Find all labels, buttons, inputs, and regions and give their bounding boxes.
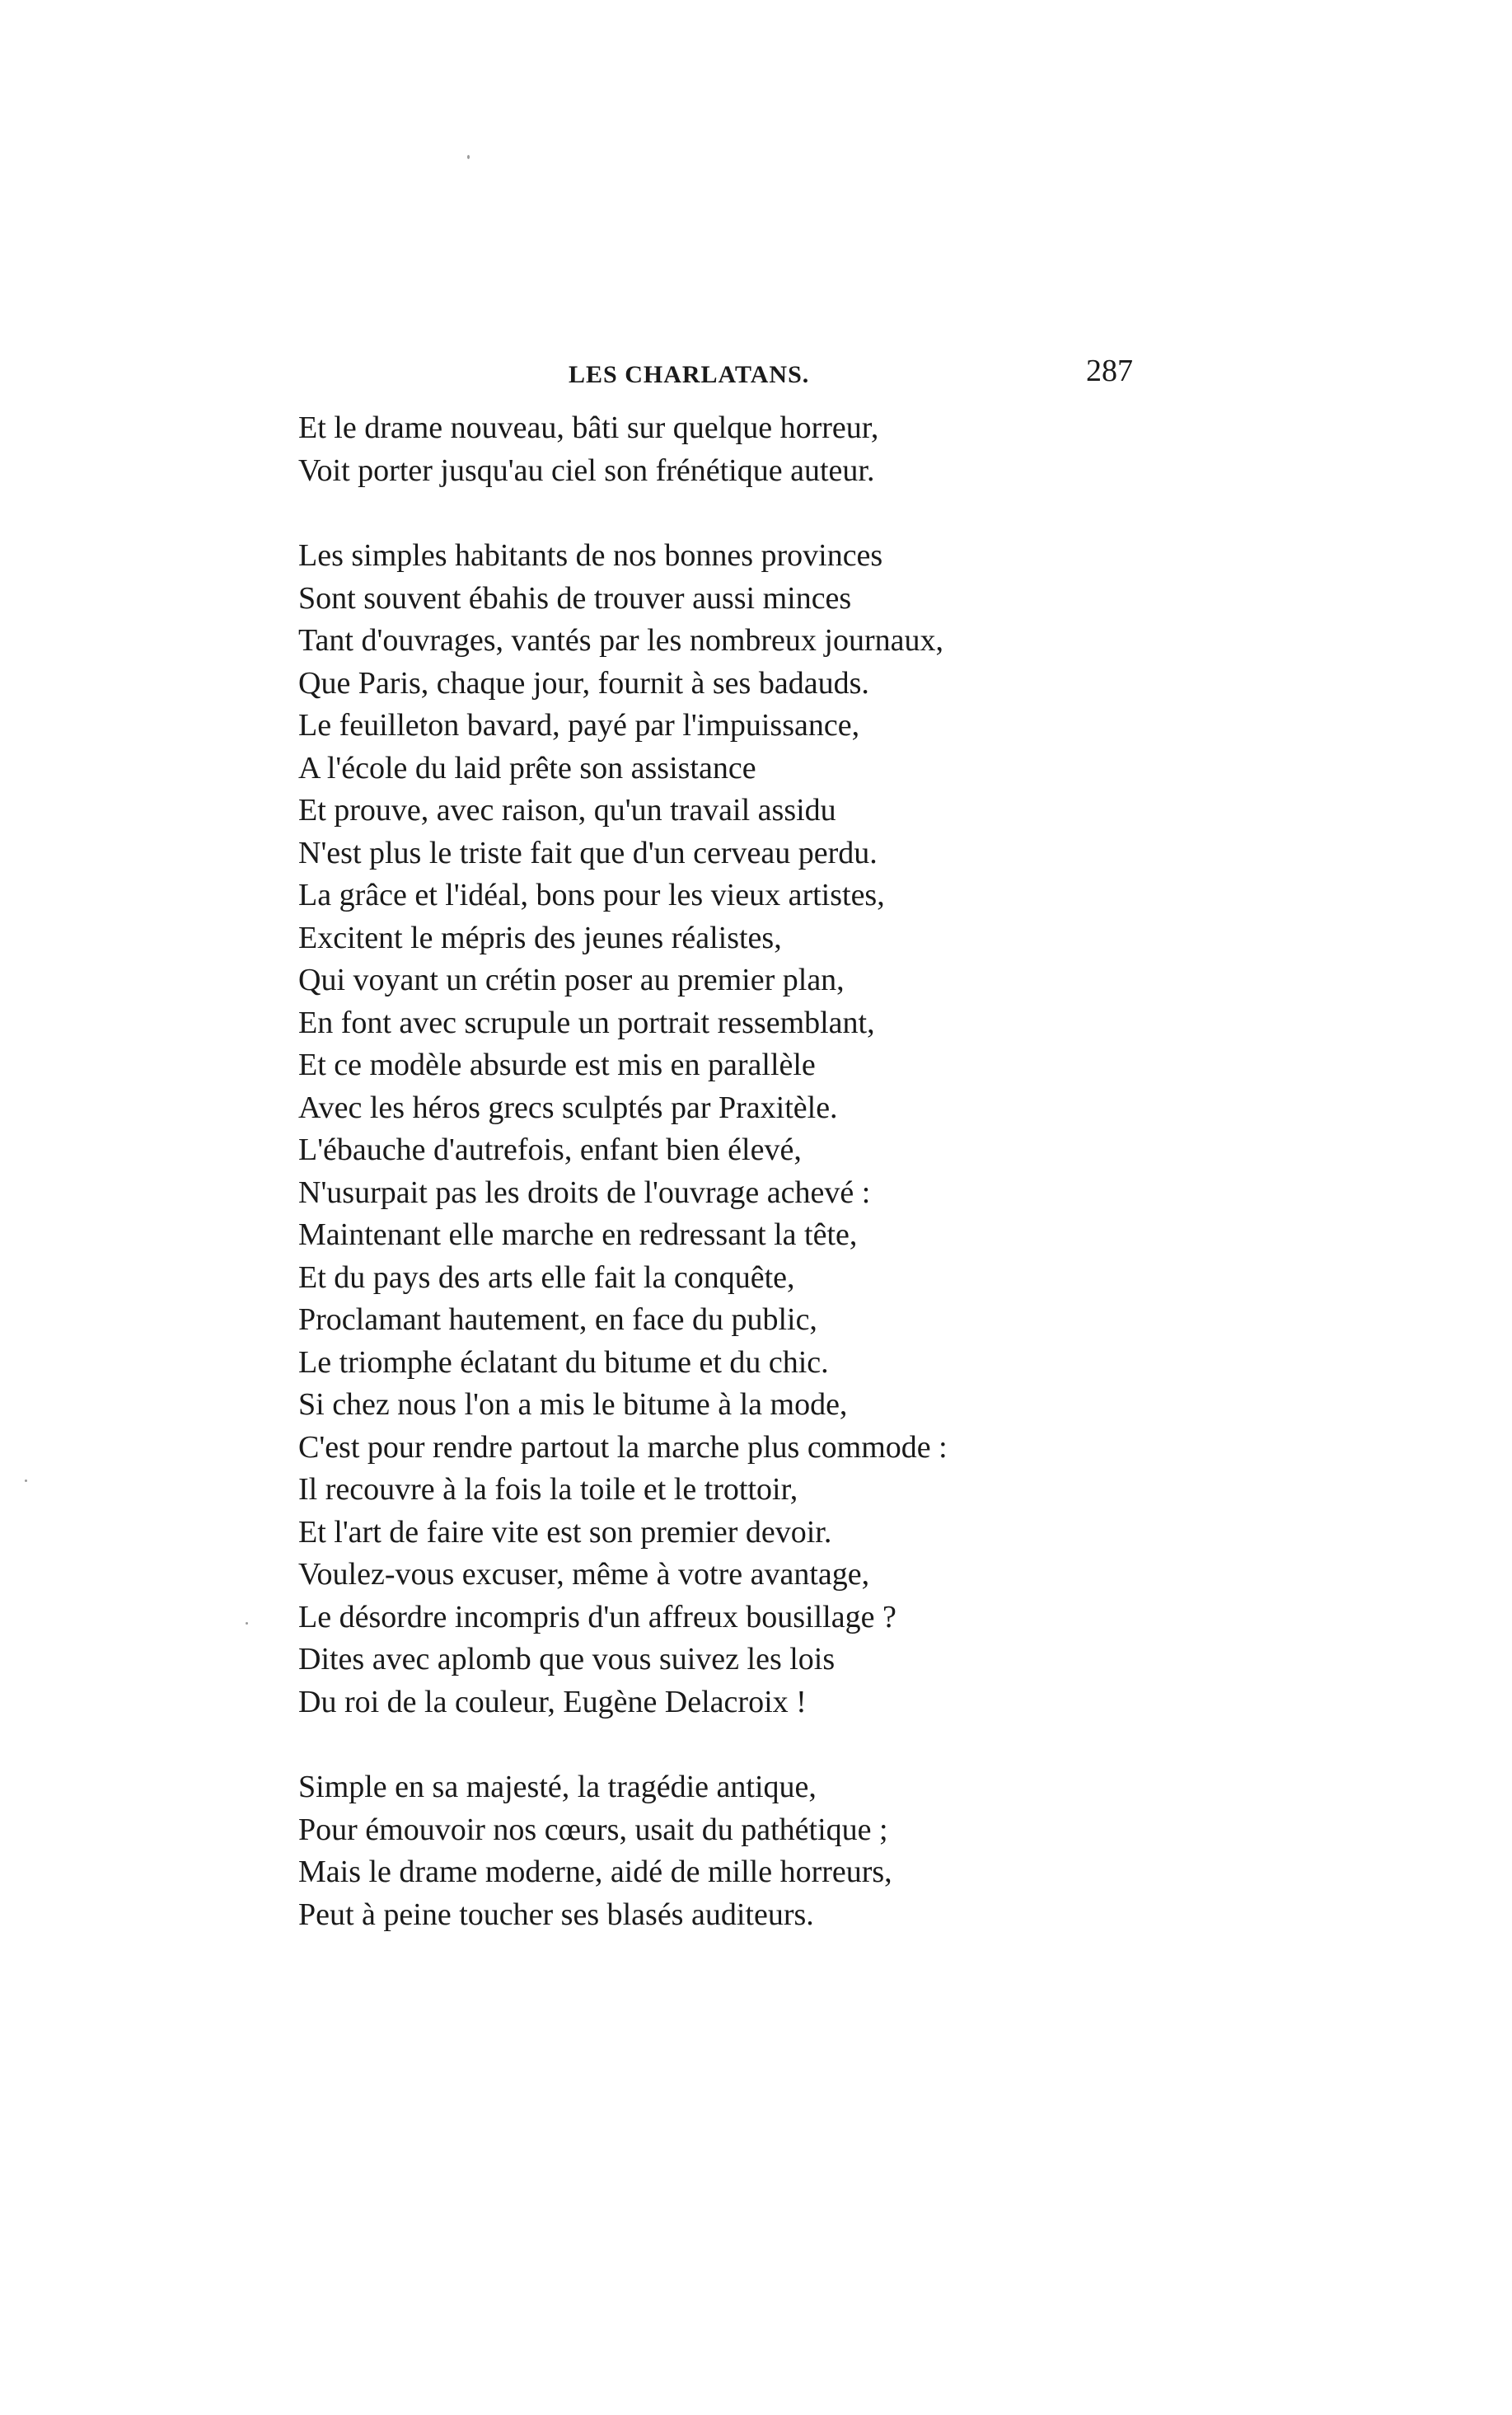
verse-line: Il recouvre à la fois la toile et le trottoir, bbox=[298, 1472, 798, 1507]
verse-line: Le triomphe éclatant du bitume et du chic. bbox=[298, 1344, 829, 1380]
verse-line: Que Paris, chaque jour, fournit à ses badauds. bbox=[298, 665, 869, 701]
verse-line: Et le drame nouveau, bâti sur quelque horreur, bbox=[298, 410, 879, 445]
paper-speck bbox=[25, 1479, 27, 1482]
stanza bbox=[298, 535, 1213, 1723]
verse-line: Avec les héros grecs sculptés par Praxitèle. bbox=[298, 1090, 838, 1125]
verse-line: Simple en sa majesté, la tragédie antique, bbox=[298, 1770, 817, 1804]
verse-line: Le désordre incompris d'un affreux bousillage ? bbox=[298, 1599, 896, 1634]
verse-line: La grâce et l'idéal, bons pour les vieux artistes, bbox=[298, 878, 885, 912]
verse-line: A l'école du laid prête son assistance bbox=[298, 750, 756, 785]
verse-line: L'ébauche d'autrefois, enfant bien élevé, bbox=[298, 1132, 802, 1167]
verse-line: C'est pour rendre partout la marche plus commode : bbox=[298, 1429, 948, 1465]
verse-line: Si chez nous l'on a mis le bitume à la mode, bbox=[298, 1387, 848, 1422]
verse-line: Et du pays des arts elle fait la conquête, bbox=[298, 1259, 795, 1295]
stanza bbox=[298, 1766, 1213, 1936]
verse-line: Dites avec aplomb que vous suivez les lois bbox=[298, 1642, 836, 1676]
verse-line: Sont souvent ébahis de trouver aussi minces bbox=[298, 580, 852, 616]
verse-line: En font avec scrupule un portrait ressemblant, bbox=[298, 1005, 875, 1040]
verse-line: Excitent le mépris des jeunes réalistes, bbox=[298, 920, 782, 955]
verse-line: Les simples habitants de nos bonnes provinces bbox=[298, 538, 883, 573]
paper-speck bbox=[467, 155, 470, 159]
stanza bbox=[298, 407, 1213, 492]
poem-body bbox=[298, 407, 1213, 1979]
verse-line: Le feuilleton bavard, payé par l'impuissance, bbox=[298, 708, 860, 743]
verse-line: Voulez-vous excuser, même à votre avantage, bbox=[298, 1557, 870, 1592]
verse-line: Qui voyant un crétin poser au premier plan, bbox=[298, 963, 845, 997]
verse-line: Maintenant elle marche en redressant la tête, bbox=[298, 1217, 858, 1252]
verse-line: N'usurpait pas les droits de l'ouvrage achevé : bbox=[298, 1175, 871, 1210]
page-number: 287 bbox=[1086, 354, 1133, 388]
verse-line: Pour émouvoir nos cœurs, usait du pathétique ; bbox=[298, 1812, 888, 1847]
verse-line: Et ce modèle absurde est mis en parallèle bbox=[298, 1048, 816, 1082]
verse-line: N'est plus le triste fait que d'un cerveau perdu. bbox=[298, 835, 878, 870]
verse-line: Voit porter jusqu'au ciel son frénétique auteur. bbox=[298, 453, 875, 488]
verse-line: Et prouve, avec raison, qu'un travail assidu bbox=[298, 793, 836, 828]
paper-speck bbox=[246, 1622, 248, 1625]
verse-line: Peut à peine toucher ses blasés auditeurs. bbox=[298, 1897, 814, 1932]
verse-line: Du roi de la couleur, Eugène Delacroix ! bbox=[298, 1684, 807, 1719]
verse-line: Tant d'ouvrages, vantés par les nombreux journaux, bbox=[298, 623, 943, 658]
verse-line: Proclamant hautement, en face du public, bbox=[298, 1302, 817, 1337]
running-title: LES CHARLATANS. bbox=[569, 361, 810, 388]
verse-line: Mais le drame moderne, aidé de mille horreurs, bbox=[298, 1855, 892, 1889]
verse-line: Et l'art de faire vite est son premier devoir. bbox=[298, 1514, 832, 1550]
